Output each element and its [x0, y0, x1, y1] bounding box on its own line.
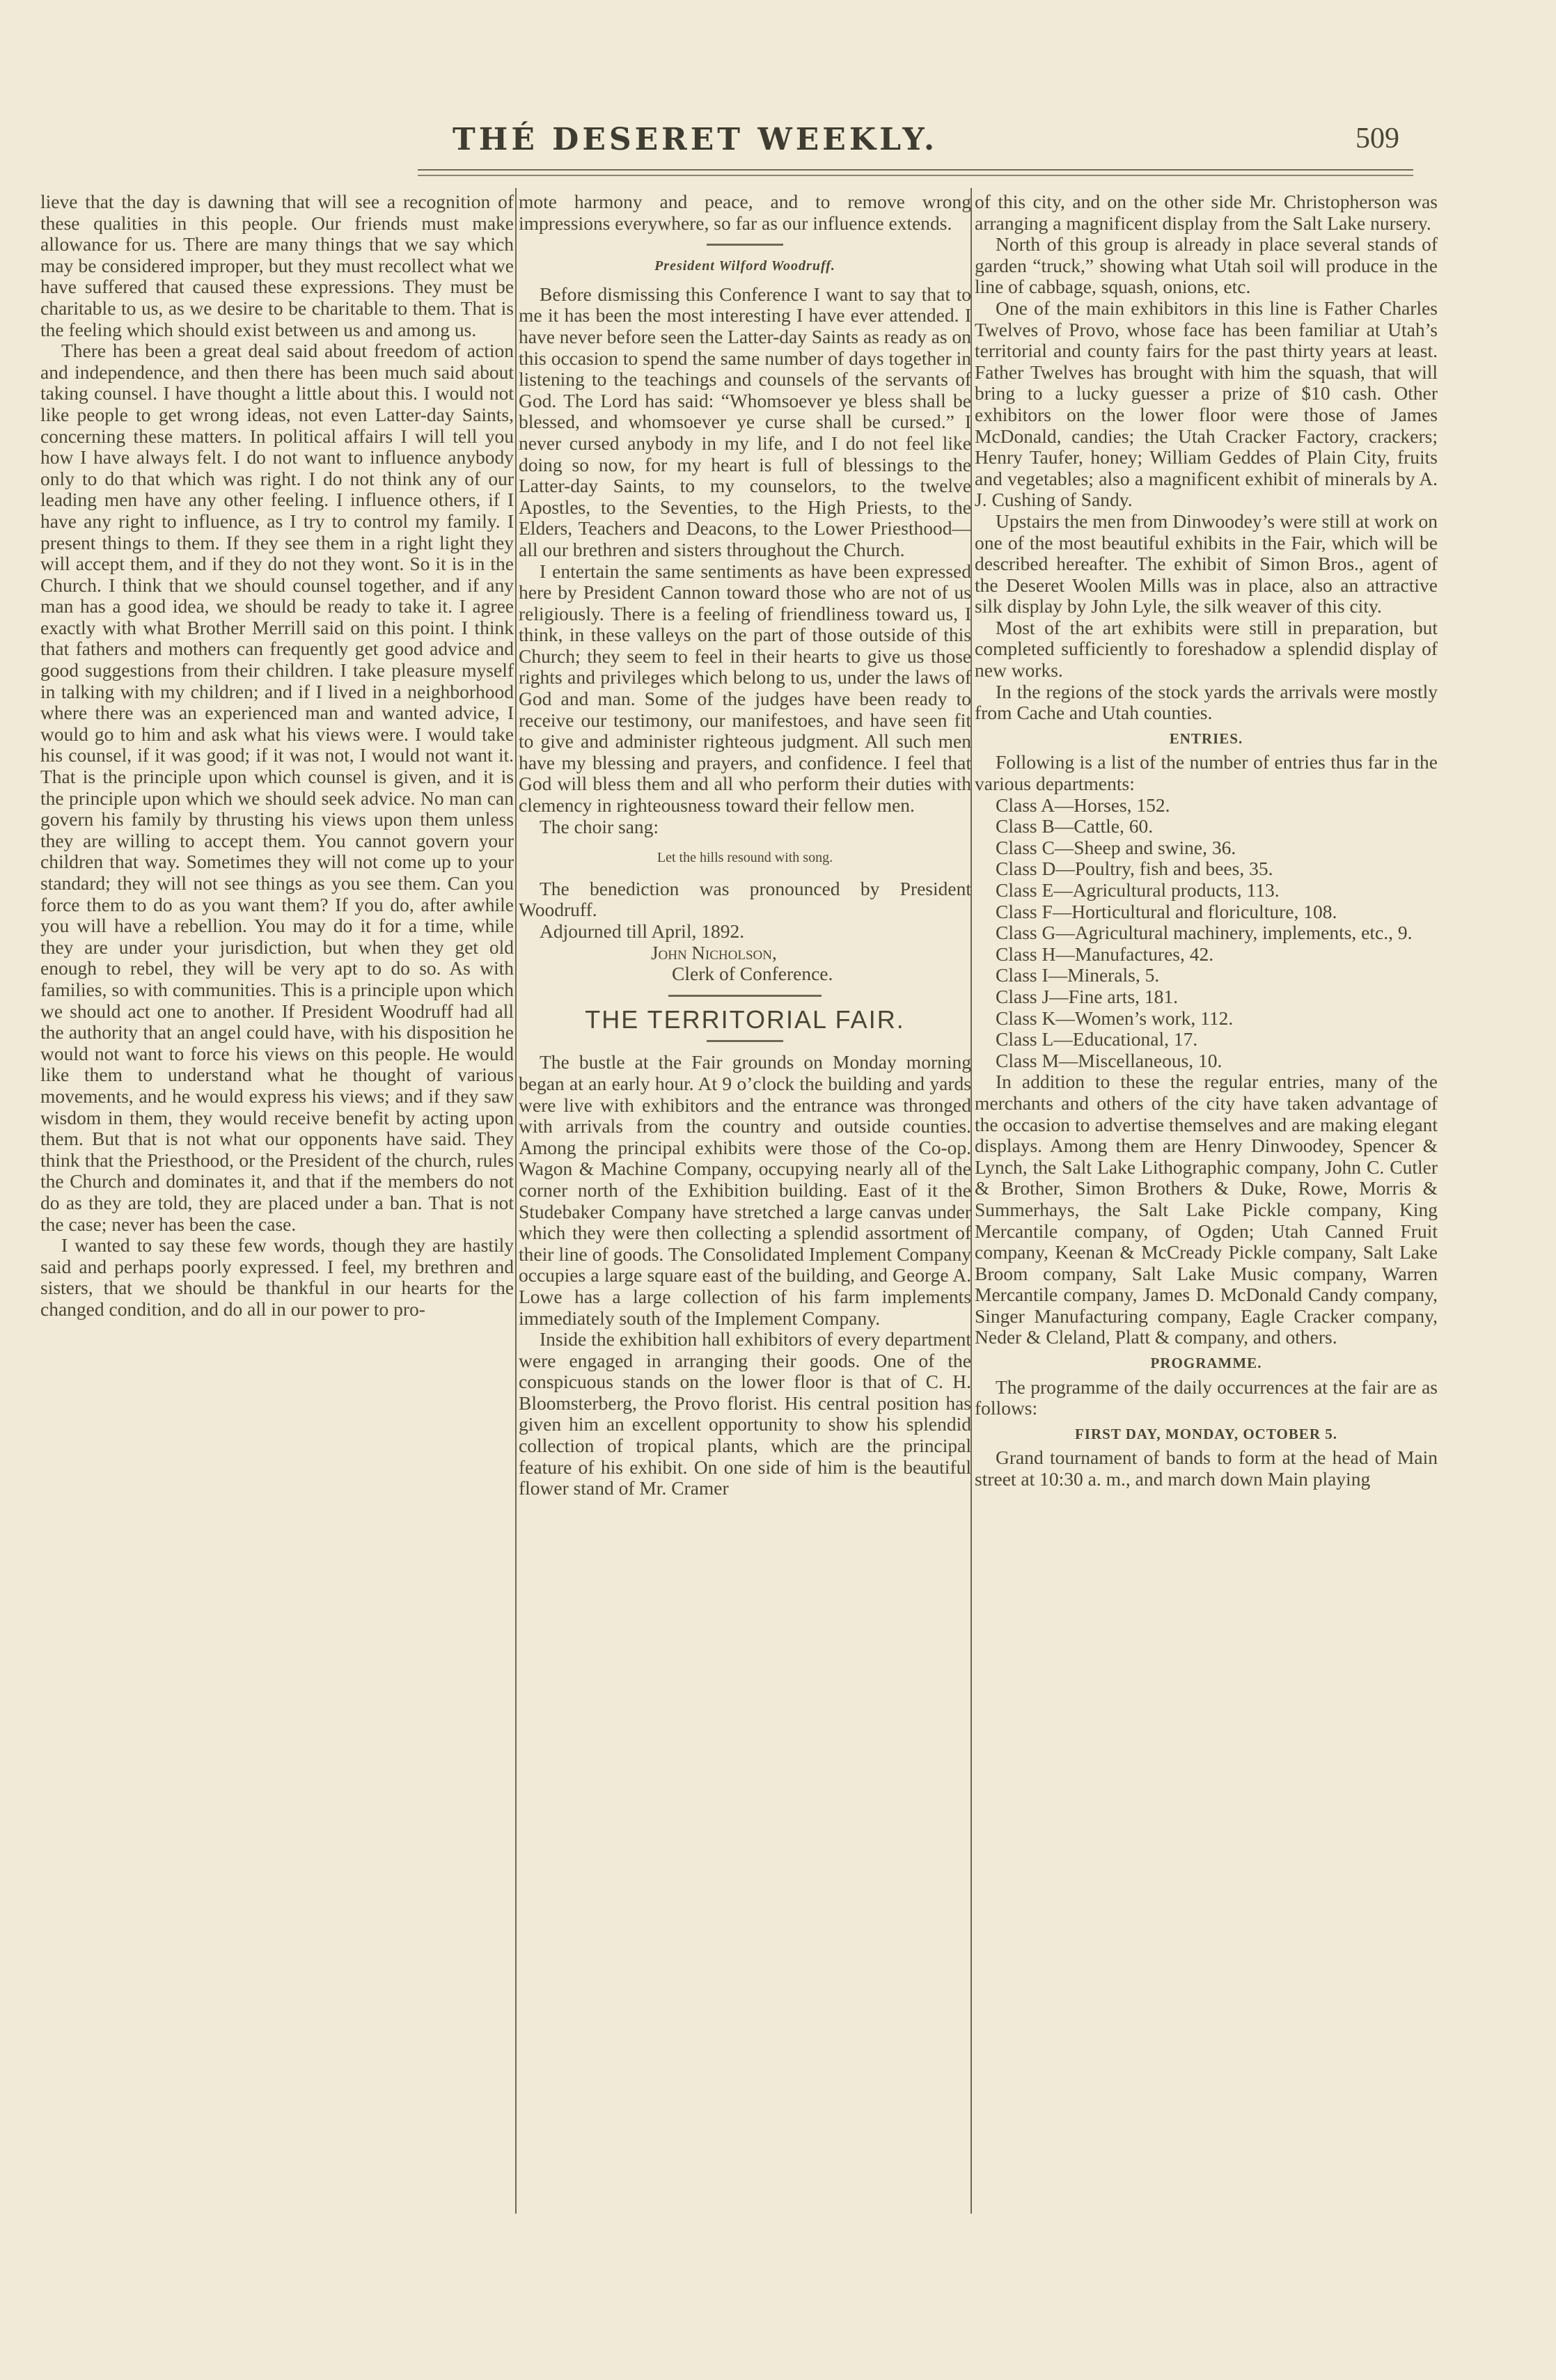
page-number: 509: [1355, 123, 1399, 155]
paragraph: Following is a list of the number of entries thus far in the various departments:: [975, 751, 1438, 795]
list-item: Class I—Minerals, 5.: [996, 964, 1160, 986]
list-item: Class B—Cattle, 60.: [996, 815, 1154, 837]
paragraph: Before dismissing this Conference I want to say that to me it has been the most interesting I have ever attended. I have never before seen the Latter-day Saints as ready as on this occasion to spend the same number of days together in listening to the teachings and counsels of the servants of God. The Lord has said: “Whomsoever ye bless shall be blessed, and whomsoever ye curse shall be cursed.” I never cursed anybody in my life, and I do not feel like doing so now, for my heart is full of blessings to the Latter-day Saints, to my counselors, to the twelve Apostles, to the Seventies, to the High Priests, to the Elders, Teachers and Deacons, to the Lower Priesthood—all our brethren and sisters throughout the Church.: [519, 283, 971, 560]
paragraph: of this city, and on the other side Mr. Christopherson was arranging a magnificent display from the Salt Lake nursery.: [975, 191, 1438, 234]
section-divider: [707, 1040, 783, 1042]
paragraph: One of the main exhibitors in this line is Father Charles Twelves of Provo, whose face has been familiar at Utah’s territorial and county fairs for the past thirty years at least. Father Twelves has brought with him the squash, that will bring to a lucky guesser a prize of $10 cash. Other exhibitors on the lower floor were those of James McDonald, candies; the Utah Cracker Factory, crackers; Henry Taufer, honey; William Geddes of Plain City, fruits and vegetables; also a magnificent exhibit of minerals by A. J. Cushing of Sandy.: [975, 297, 1438, 511]
column-2: [519, 191, 971, 1499]
publication-title: THÉ DESERET WEEKLY.: [453, 122, 938, 157]
paragraph: mote harmony and peace, and to remove wrong impressions everywhere, so far as our influence extends.: [519, 191, 971, 234]
list-item: Class C—Sheep and swine, 36.: [996, 836, 1236, 858]
paragraph: Grand tournament of bands to form at the head of Main street at 10:30 a. m., and march down Main playing: [975, 1447, 1438, 1490]
list-item: Class K—Women’s work, 112.: [996, 1007, 1234, 1029]
paragraph: The choir sang:: [540, 815, 659, 837]
masthead: [425, 122, 1413, 171]
section-divider: [668, 995, 822, 997]
list-item: Class H—Manufactures, 42.: [996, 943, 1214, 965]
column-divider: [515, 188, 517, 2214]
paragraph: I entertain the same sentiments as have been expressed here by President Cannon toward those who are not of us religiously. There is a feeling of friendliness toward us, I think, in these valleys on the part of those outside of this Church; they seem to feel in their hearts to give us those rights and privileges which belong to us, under the laws of God and man. Some of the judges have been ready to receive our testimony, our manifestoes, and have seen fit to give and administer righteous judgment. All such men have my blessing and prayers, and confidence. I feel that God will bless them and all who perform their duties with clemency in righteousness toward their fellow men.: [519, 560, 971, 817]
signature-name: John Nicholson,: [651, 942, 777, 963]
article-heading-territorial-fair: THE TERRITORIAL FAIR.: [585, 1004, 905, 1034]
paragraph: Upstairs the men from Dinwoodey’s were still at work on one of the most beautiful exhibits in the Fair, which will be described hereafter. The exhibit of Simon Bros., agent of the Deseret Woolen Mills was in place, also an attractive silk display by John Lyle, the silk weaver of this city.: [975, 510, 1438, 617]
list-item: Class E—Agricultural products, 113.: [996, 879, 1280, 901]
list-item: Class D—Poultry, fish and bees, 35.: [996, 858, 1273, 880]
list-item: Class J—Fine arts, 181.: [996, 985, 1179, 1007]
header-rule: [418, 169, 1413, 176]
paragraph: The benediction was pronounced by President Woodruff.: [519, 877, 971, 921]
paragraph: In addition to these the regular entries, many of the merchants and others of the city have taken advantage of the occasion to advertise themselves and are making elegant displays. Among them are Henry Dinwoodey, Spencer & Lynch, the Salt Lake Lithographic company, John C. Cutler & Brother, Simon Brothers & Duke, Rowe, Morris & Summerhays, the Salt Lake Pickle company, King Mercantile company, of Ogden; Utah Canned Fruit company, Keenan & McCready Pickle company, Salt Lake Broom company, Salt Lake Music company, Warren Mercantile company, James D. McDonald Candy company, Singer Manufacturing company, Eagle Cracker company, Neder & Cleland, Platt & company, and others.: [975, 1071, 1438, 1348]
paragraph: The programme of the daily occurrences at the fair are as follows:: [975, 1376, 1438, 1419]
list-item: Class G—Agricultural machinery, implements, etc., 9.: [996, 922, 1413, 944]
list-item: Class M—Miscellaneous, 10.: [996, 1049, 1223, 1071]
signature-title: Clerk of Conference.: [672, 963, 833, 985]
paragraph: North of this group is already in place several stands of garden “truck,” showing what Utah soil will produce in the line of cabbage, squash, onions, etc.: [975, 233, 1438, 298]
column-3: [975, 191, 1438, 1490]
section-divider: [707, 244, 783, 246]
day-heading: FIRST DAY, MONDAY, OCTOBER 5.: [1075, 1425, 1337, 1442]
entries-list: [975, 795, 1438, 1072]
paragraph: The bustle at the Fair grounds on Monday morning began at an early hour. At 9 o’clock the building and yards were live with exhibitors and the entrance was thronged with arrivals from the country and outside counties. Among the principal exhibits were those of the Co-op. Wagon & Machine Company, occupying nearly all of the corner north of the Exhibition building. East of it the Studebaker Company have stretched a large canvas under which they were then collecting a splendid assortment of their line of goods. The Consolidated Implement Company occupies a large square east of the building, and George A. Lowe has a large collection of his farm implements immediately south of the Implement Company.: [519, 1051, 971, 1329]
list-item: Class L—Educational, 17.: [996, 1028, 1198, 1050]
paragraph: Most of the art exhibits were still in preparation, but completed sufficiently to foreshadow a splendid display of new works.: [975, 616, 1438, 681]
list-item: Class F—Horticultural and floriculture, 108.: [996, 900, 1337, 922]
hymn-title: Let the hills resound with song.: [657, 850, 833, 866]
column-1: [40, 191, 514, 1320]
paragraph: lieve that the day is dawning that will see a recognition of these qualities in this people. Our friends must make allowance for us. There are many things that we say which may be considered improper, but they must recollect what we have suffered that caused these expressions. They must be charitable to us, as we desire to be charitable to them. That is the feeling which should exist between us and among us.: [40, 191, 514, 340]
paragraph: There has been a great deal said about freedom of action and independence, and then there has been much said about taking counsel. I have thought a little about this. I would not like people to get wrong ideas, not even Latter-day Saints, concerning these matters. In political affairs I will tell you how I have always felt. I do not want to influence anybody only to do that which was right. I do not think any of our leading men have any other feeling. I influence others, if I have any right to influence, as I try to control my family. I present things to them. If they see them in a right light they will accept them, and if they do not they wont. So it is in the Church. I think that we should counsel together, and if any man has a good idea, we should be ready to take it. I agree exactly with what Brother Merrill said on this point. I think that fathers and mothers can frequently get good advice and good suggestions from their children. I take pleasure myself in talking with my children; and if I lived in a neighborhood where there was an experienced man and wanted advice, I would go to him and ask what his views were. I would take his counsel, if it was good; if it was not, I would not want it. That is the principle upon which counsel is given, and it is the principle upon which we should seek advice. No man can govern his family by thrusting his views upon them unless they are willing to accept them. You cannot govern your children that way. Sometimes they will not come up to your standard; they will not see things as you see them. Can you force them to do as you want them? If you do, after awhile you will have a rebellion. You may do it for a time, while they are under your jurisdiction, but when they get old enough to rebel, they will be very apt to do so. As with families, so with communities. This is a principle upon which we should act one to another. If President Woodruff had all the authority that an angel could have, with his disposition he would not want to force his views on this people. He would like them to understand what he thought of various movements, and he would express his views; and if they saw wisdom in them, they would receive benefit by acting upon them. But that is not what our opponents have said. They think that the Priesthood, or the President of the church, rules the Church and dominates it, and that if the members do not do as they are told, they are placed under a ban. That is not the case; never has been the case.: [40, 340, 514, 1235]
programme-heading: PROGRAMME.: [1150, 1355, 1262, 1372]
paragraph: In the regions of the stock yards the arrivals were mostly from Cache and Utah counties.: [975, 680, 1438, 724]
entries-heading: ENTRIES.: [1169, 730, 1243, 747]
list-item: Class A—Horses, 152.: [996, 794, 1170, 816]
section-heading-woodruff: President Wilford Woodruff.: [654, 258, 835, 274]
paragraph: Adjourned till April, 1892.: [540, 920, 745, 942]
paragraph: Inside the exhibition hall exhibitors of every department were engaged in arranging their goods. One of the conspicuous stands on the lower floor is that of C. H. Bloomsterberg, the Provo florist. His central position has given him an excellent opportunity to show his splendid collection of tropical plants, which are the principal feature of his exhibit. On one side of him is the beautiful flower stand of Mr. Cramer: [519, 1328, 971, 1499]
paragraph: I wanted to say these few words, though they are hastily said and perhaps poorly expressed. I feel, my brethren and sisters, that we should be thankful in our hearts for the changed condition, and do all in our power to pro-: [40, 1234, 514, 1320]
